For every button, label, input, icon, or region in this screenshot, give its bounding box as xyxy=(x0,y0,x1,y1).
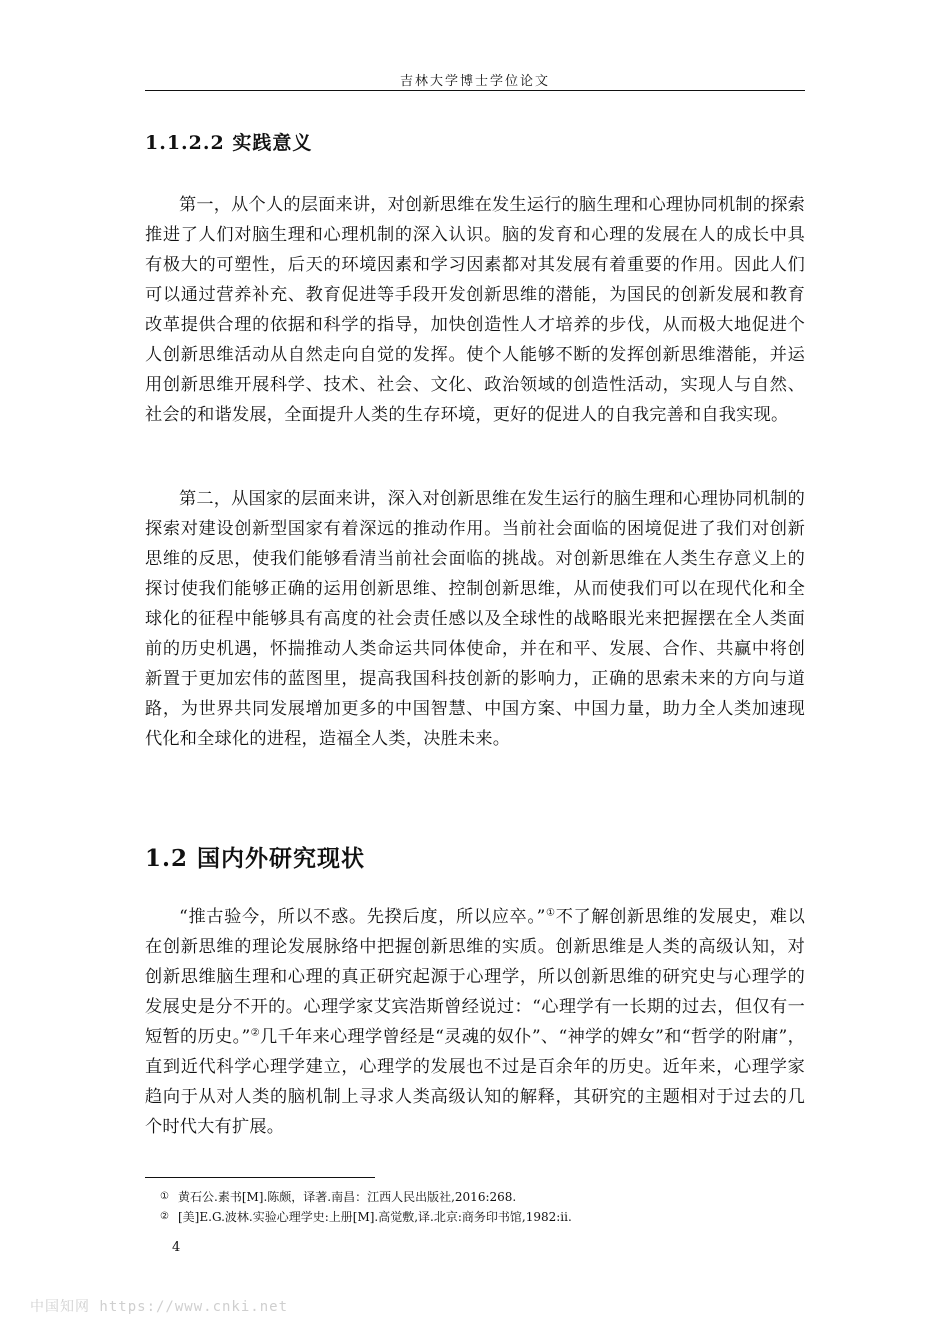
paragraph-individual-level: 第一，从个人的层面来讲，对创新思维在发生运行的脑生理和心理协同机制的探索推进了人们对脑生理和心理机制的深入认识。脑的发育和心理的发展在人的成长中具有极大的可塑性，后天的环境因素和学习因素都对其发展有着重要的作用。因此人们可以通过营养补充、教育促进等手段开发创新思维的潜能，为国民的创新发展和教育改革提供合理的依据和科学的指导，加快创造性人才培养的步伐，从而极大地促进个人创新思维活动从自然走向自觉的发挥。使个人能够不断的发挥创新思维潜能，并运用创新思维开展科学、技术、社会、文化、政治领域的创造性活动，实现人与自然、社会的和谐发展，全面提升人类的生存环境，更好的促进人的自我完善和自我实现。 xyxy=(145,195,805,425)
footnote-1 xyxy=(160,1187,800,1207)
footnote-mark: ② xyxy=(160,1211,169,1222)
footnote-separator xyxy=(145,1177,375,1178)
footnote-ref-1[interactable]: ① xyxy=(545,907,556,919)
paragraph-research-status xyxy=(145,902,805,1142)
running-header: 吉林大学博士学位论文 xyxy=(399,74,550,89)
paragraph-national-level: 第二，从国家的层面来讲，深入对创新思维在发生运行的脑生理和心理协同机制的探索对建设创新型国家有着深远的推动作用。当前社会面临的困境促进了我们对创新思维的反思，使我们能够看清当前社会面临的挑战。对创新思维在人类生存意义上的探讨使我们能够正确的运用创新思维、控制创新思维，从而使我们可以在现代化和全球化的征程中能够具有高度的社会责任感以及全球性的战略眼光来把握摆在全人类面前的历史机遇，怀揣推动人类命运共同体使命，并在和平、发展、合作、共赢中将创新置于更加宏伟的蓝图里，提高我国科技创新的影响力，正确的思索未来的方向与道路，为世界共同发展增加更多的中国智慧、中国方案、中国力量，助力全人类加速现代化和全球化的进程，造福全人类，决胜未来。 xyxy=(145,489,805,749)
footnote-2 xyxy=(160,1207,800,1227)
header-rule xyxy=(145,90,805,91)
cnki-watermark: 中国知网 https://www.cnki.net xyxy=(30,1299,289,1315)
footnotes xyxy=(160,1187,800,1227)
footnote-mark: ① xyxy=(160,1191,169,1202)
body-text-continued: 几千年来心理学曾经是“灵魂的奴仆”、“神学的婢女”和“哲学的附庸”，直到近代科学心理学建立，心理学的发展也不过是百余年的历史。近年来，心理学家趋向于从对人类的脑机制上寻求人类高级认知的解释，其研究的主题相对于过去的几个时代大有扩展。 xyxy=(145,1027,805,1137)
section-heading-1-1-2-2: 1.1.2.2 实践意义 xyxy=(145,132,313,154)
footnote-ref-2[interactable]: ② xyxy=(250,1027,260,1039)
body-text: 不了解创新思维的发展史，难以在创新思维的理论发展脉络中把握创新思维的实质。创新思维是人类的高级认知，对创新思维脑生理和心理的真正研究起源于心理学，所以创新思维的研究史与心理学的发展史是分不开的。心理学家艾宾浩斯曾经说过：“心理学有一长期的过去，但仅有一短暂的历史。” xyxy=(145,907,805,1047)
footnote-text: 黄石公.素书[M].陈颇，译著.南昌：江西人民出版社,2016:268. xyxy=(178,1190,517,1204)
page-number: 4 xyxy=(172,1240,181,1255)
quote-text: “推古验今，所以不惑。先揆后度，所以应卒。” xyxy=(179,907,546,927)
section-heading-1-2: 1.2 国内外研究现状 xyxy=(145,845,366,872)
footnote-text: [美]E.G.波林.实验心理学史:上册[M].高觉敷,译.北京:商务印书馆,1982:ii. xyxy=(178,1210,572,1224)
